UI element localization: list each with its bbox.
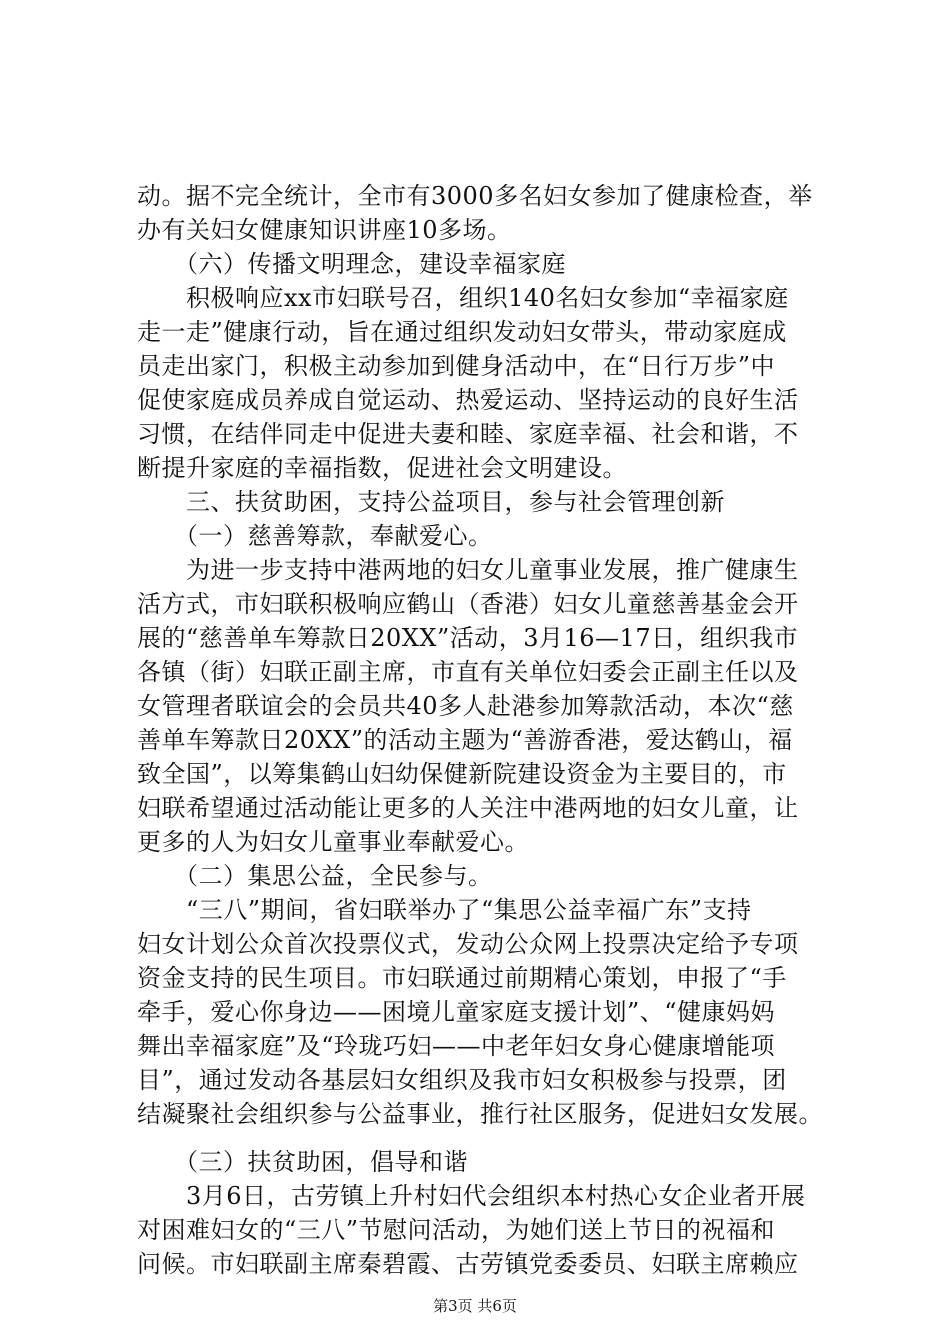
text-line: 3月6日，古劳镇上升村妇代会组织本村热心女企业者开展: [137, 1182, 806, 1210]
text-line: 活方式，市妇联积极响应鹤山（香港）妇女儿童慈善基金会开: [137, 590, 799, 618]
text-line: （二）集思公益，全民参与。: [137, 862, 493, 890]
text-line: 促使家庭成员养成自觉运动、热爱运动、坚持运动的良好生活: [137, 386, 799, 414]
text-line: （三）扶贫助困，倡导和谐: [137, 1148, 468, 1176]
text-line: 走一走”健康行动，旨在通过组织发动妇女带头，带动家庭成: [137, 318, 787, 346]
text-line: 结凝聚社会组织参与公益事业，推行社区服务，促进妇女发展。: [137, 1100, 823, 1128]
text-line: 女管理者联谊会的会员共40多人赴港参加筹款活动，本次“慈: [137, 692, 794, 720]
text-line: 致全国”，以筹集鹤山妇幼保健新院建设资金为主要目的，市: [137, 760, 787, 788]
text-line: 积极响应xx市妇联号召，组织140名妇女参加“幸福家庭: [137, 284, 789, 312]
text-line: （一）慈善筹款，奉献爱心。: [137, 522, 493, 550]
text-line: 善单车筹款日20XX”的活动主题为“善游香港，爱达鹤山，福: [137, 726, 793, 754]
text-line: “三八”期间，省妇联举办了“集思公益幸福广东”支持: [137, 896, 752, 924]
text-line: 断提升家庭的幸福指数，促进社会文明建设。: [137, 454, 627, 482]
text-line: 舞出幸福家庭”及“玲珑巧妇——中老年妇女身心健康增能项: [137, 1032, 776, 1060]
text-line: 牵手，爱心你身边——困境儿童家庭支援计划”、“健康妈妈: [137, 998, 776, 1026]
text-line: 办有关妇女健康知识讲座10多场。: [137, 216, 512, 244]
text-line: 为进一步支持中港两地的妇女儿童事业发展，推广健康生: [137, 556, 799, 584]
text-line: 各镇（街）妇联正副主席，市直有关单位妇委会正副主任以及: [137, 658, 799, 686]
text-line: 妇联希望通过活动能让更多的人关注中港两地的妇女儿童，让: [137, 794, 799, 822]
text-line: 动。据不完全统计，全市有3000多名妇女参加了健康检查，举: [137, 182, 813, 210]
text-line: （六）传播文明理念，建设幸福家庭: [137, 250, 566, 278]
text-line: 展的“慈善单车筹款日20XX”活动，3月16—17日，组织我市: [137, 624, 799, 652]
text-line: 目”，通过发动各基层妇女组织及我市妇女积极参与投票，团: [137, 1066, 787, 1094]
text-line: 习惯，在结伴同走中促进夫妻和睦、家庭幸福、社会和谐，不: [137, 420, 799, 448]
text-line: 三、扶贫助困，支持公益项目，参与社会管理创新: [137, 488, 725, 516]
text-line: 资金支持的民生项目。市妇联通过前期精心策划，申报了“手: [137, 964, 787, 992]
text-line: 妇女计划公众首次投票仪式，发动公众网上投票决定给予专项: [137, 930, 799, 958]
text-line: 更多的人为妇女儿童事业奉献爱心。: [137, 828, 529, 856]
text-line: 员走出家门，积极主动参加到健身活动中，在“日行万步”中: [137, 352, 776, 380]
text-line: 对困难妇女的“三八”节慰问活动，为她们送上节日的祝福和: [137, 1216, 776, 1244]
page-footer: 第3页 共6页: [433, 1297, 517, 1315]
text-line: 问候。市妇联副主席秦碧霞、古劳镇党委委员、妇联主席赖应: [137, 1250, 799, 1278]
